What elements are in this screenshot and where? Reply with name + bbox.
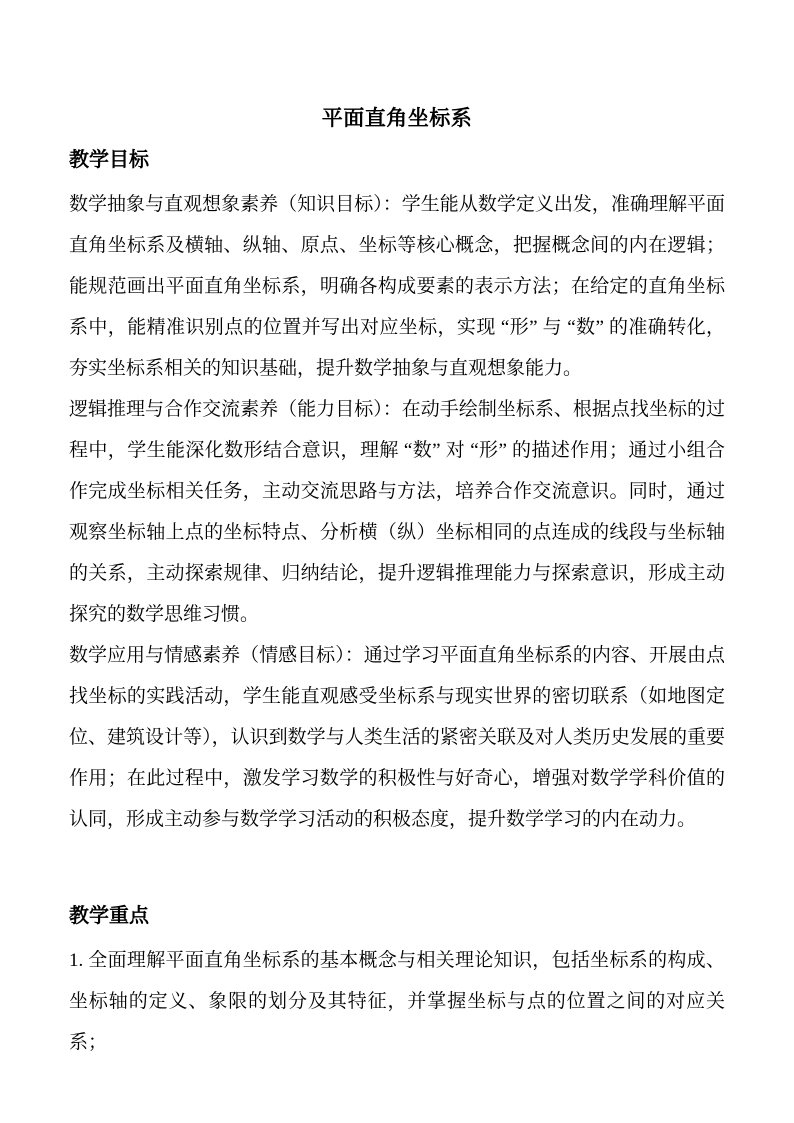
- paragraph-ability-objective: 逻辑推理与合作交流素养（能力目标）：在动手绘制坐标系、根据点找坐标的过程中，学生能深化数形结合意识，理解 “数” 对 “形” 的描述作用；通过小组合作完成坐标相关任务，主动交流思路与方法，培养合作交流意识。同时，通过观察坐标轴上点的坐标特点、分析横（纵）坐标相同的点连成的线段与坐标轴的关系，主动探索规律、归纳结论，提升逻辑推理能力与探索意识，形成主动探究的数学思维习惯。: [69, 399, 725, 625]
- section-teaching-key-points: [69, 896, 725, 1063]
- page-title: 平面直角坐标系: [321, 106, 473, 130]
- paragraph-emotion-objective: 数学应用与情感素养（情感目标）：通过学习平面直角坐标系的内容、开展由点找坐标的实践活动，学生能直观感受坐标系与现实世界的密切联系（如地图定位、建筑设计等），认识到数学与人类生活的紧密关联及对人类历史发展的重要作用；在此过程中，激发学习数学的积极性与好奇心，增强对数学学科价值的认同，形成主动参与数学学习活动的积极态度，提升数学学习的内在动力。: [69, 645, 725, 830]
- paragraph-knowledge-objective: 数学抽象与直观想象素养（知识目标）：学生能从数学定义出发，准确理解平面直角坐标系及横轴、纵轴、原点、坐标等核心概念，把握概念间的内在逻辑；能规范画出平面直角坐标系，明确各构成要素的表示方法；在给定的直角坐标系中，能精准识别点的位置并写出对应坐标，实现 “形” 与 “数” 的准确转化，夯实坐标系相关的知识基础，提升数学抽象与直观想象能力。: [69, 194, 725, 379]
- heading-teaching-key-points: 教学重点: [69, 905, 149, 927]
- key-point-item-1: 1. 全面理解平面直角坐标系的基本概念与相关理论知识，包括坐标系的构成、坐标轴的定义、象限的划分及其特征，并掌握坐标与点的位置之间的对应关系；: [69, 950, 725, 1053]
- section-teaching-objectives: [69, 140, 725, 840]
- heading-teaching-objectives: 教学目标: [69, 149, 149, 171]
